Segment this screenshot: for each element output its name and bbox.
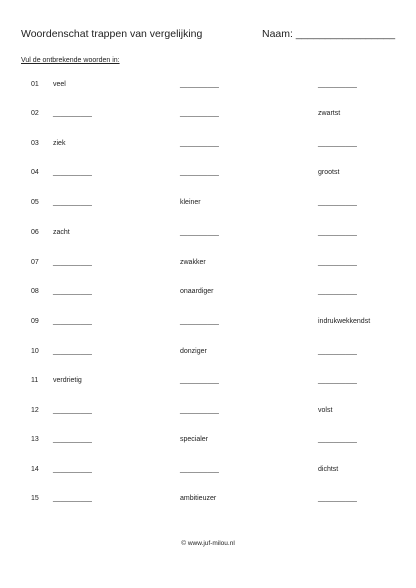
- positive-form: __________: [53, 348, 92, 355]
- exercise-row-11: [0, 377, 416, 389]
- row-number: 15: [31, 495, 39, 502]
- row-number: 03: [31, 140, 39, 147]
- comparative-form: donziger: [180, 348, 207, 355]
- comparative-form: zwakker: [180, 259, 206, 266]
- exercise-row-15: [0, 495, 416, 507]
- superlative-form: __________: [318, 199, 357, 206]
- positive-form: __________: [53, 407, 92, 414]
- comparative-form: __________: [180, 318, 219, 325]
- positive-form: __________: [53, 436, 92, 443]
- exercise-row-10: [0, 348, 416, 360]
- exercise-row-06: [0, 229, 416, 241]
- row-number: 08: [31, 288, 39, 295]
- footer-copyright: © www.juf-milou.nl: [181, 540, 235, 547]
- exercise-row-09: [0, 318, 416, 330]
- row-number: 06: [31, 229, 39, 236]
- superlative-form: __________: [318, 495, 357, 502]
- row-number: 10: [31, 348, 39, 355]
- row-number: 07: [31, 259, 39, 266]
- row-number: 11: [31, 377, 39, 384]
- row-number: 12: [31, 407, 39, 414]
- comparative-form: __________: [180, 377, 219, 384]
- superlative-form: __________: [318, 259, 357, 266]
- exercise-row-01: [0, 81, 416, 93]
- row-number: 13: [31, 436, 39, 443]
- positive-form: __________: [53, 466, 92, 473]
- superlative-form: __________: [318, 436, 357, 443]
- exercise-row-04: [0, 169, 416, 181]
- comparative-form: __________: [180, 110, 219, 117]
- row-number: 14: [31, 466, 39, 473]
- positive-form: __________: [53, 169, 92, 176]
- superlative-form: grootst: [318, 169, 340, 176]
- superlative-form: __________: [318, 288, 357, 295]
- superlative-form: __________: [318, 377, 357, 384]
- positive-form: __________: [53, 495, 92, 502]
- positive-form: __________: [53, 110, 92, 117]
- superlative-form: volst: [318, 407, 333, 414]
- comparative-form: __________: [180, 81, 219, 88]
- positive-form: verdrietig: [53, 377, 82, 384]
- row-number: 05: [31, 199, 39, 206]
- positive-form: __________: [53, 318, 92, 325]
- instruction-text: Vul de ontbrekende woorden in:: [21, 57, 120, 64]
- superlative-form: zwartst: [318, 110, 341, 117]
- positive-form: __________: [53, 288, 92, 295]
- row-number: 09: [31, 318, 39, 325]
- positive-form: __________: [53, 199, 92, 206]
- comparative-form: kleiner: [180, 199, 201, 206]
- positive-form: __________: [53, 259, 92, 266]
- superlative-form: indrukwekkendst: [318, 318, 371, 325]
- comparative-form: __________: [180, 407, 219, 414]
- comparative-form: __________: [180, 169, 219, 176]
- exercise-row-08: [0, 288, 416, 300]
- superlative-form: dichtst: [318, 466, 339, 473]
- exercise-row-02: [0, 110, 416, 122]
- exercise-row-13: [0, 436, 416, 448]
- row-number: 02: [31, 110, 39, 117]
- comparative-form: ambitieuzer: [180, 495, 217, 502]
- comparative-form: specialer: [180, 436, 209, 443]
- superlative-form: __________: [318, 140, 357, 147]
- positive-form: veel: [53, 81, 66, 88]
- exercise-row-12: [0, 407, 416, 419]
- row-number: 01: [31, 81, 39, 88]
- comparative-form: __________: [180, 229, 219, 236]
- positive-form: zacht: [53, 229, 70, 236]
- comparative-form: __________: [180, 466, 219, 473]
- page-title: Woordenschat trappen van vergelijking: [21, 28, 203, 40]
- name-field-label: Naam: _________________: [262, 28, 396, 40]
- superlative-form: __________: [318, 348, 357, 355]
- superlative-form: __________: [318, 81, 357, 88]
- superlative-form: __________: [318, 229, 357, 236]
- row-number: 04: [31, 169, 39, 176]
- comparative-form: __________: [180, 140, 219, 147]
- exercise-row-07: [0, 259, 416, 271]
- comparative-form: onaardiger: [180, 288, 214, 295]
- exercise-row-03: [0, 140, 416, 152]
- exercise-row-05: [0, 199, 416, 211]
- positive-form: ziek: [53, 140, 66, 147]
- exercise-row-14: [0, 466, 416, 478]
